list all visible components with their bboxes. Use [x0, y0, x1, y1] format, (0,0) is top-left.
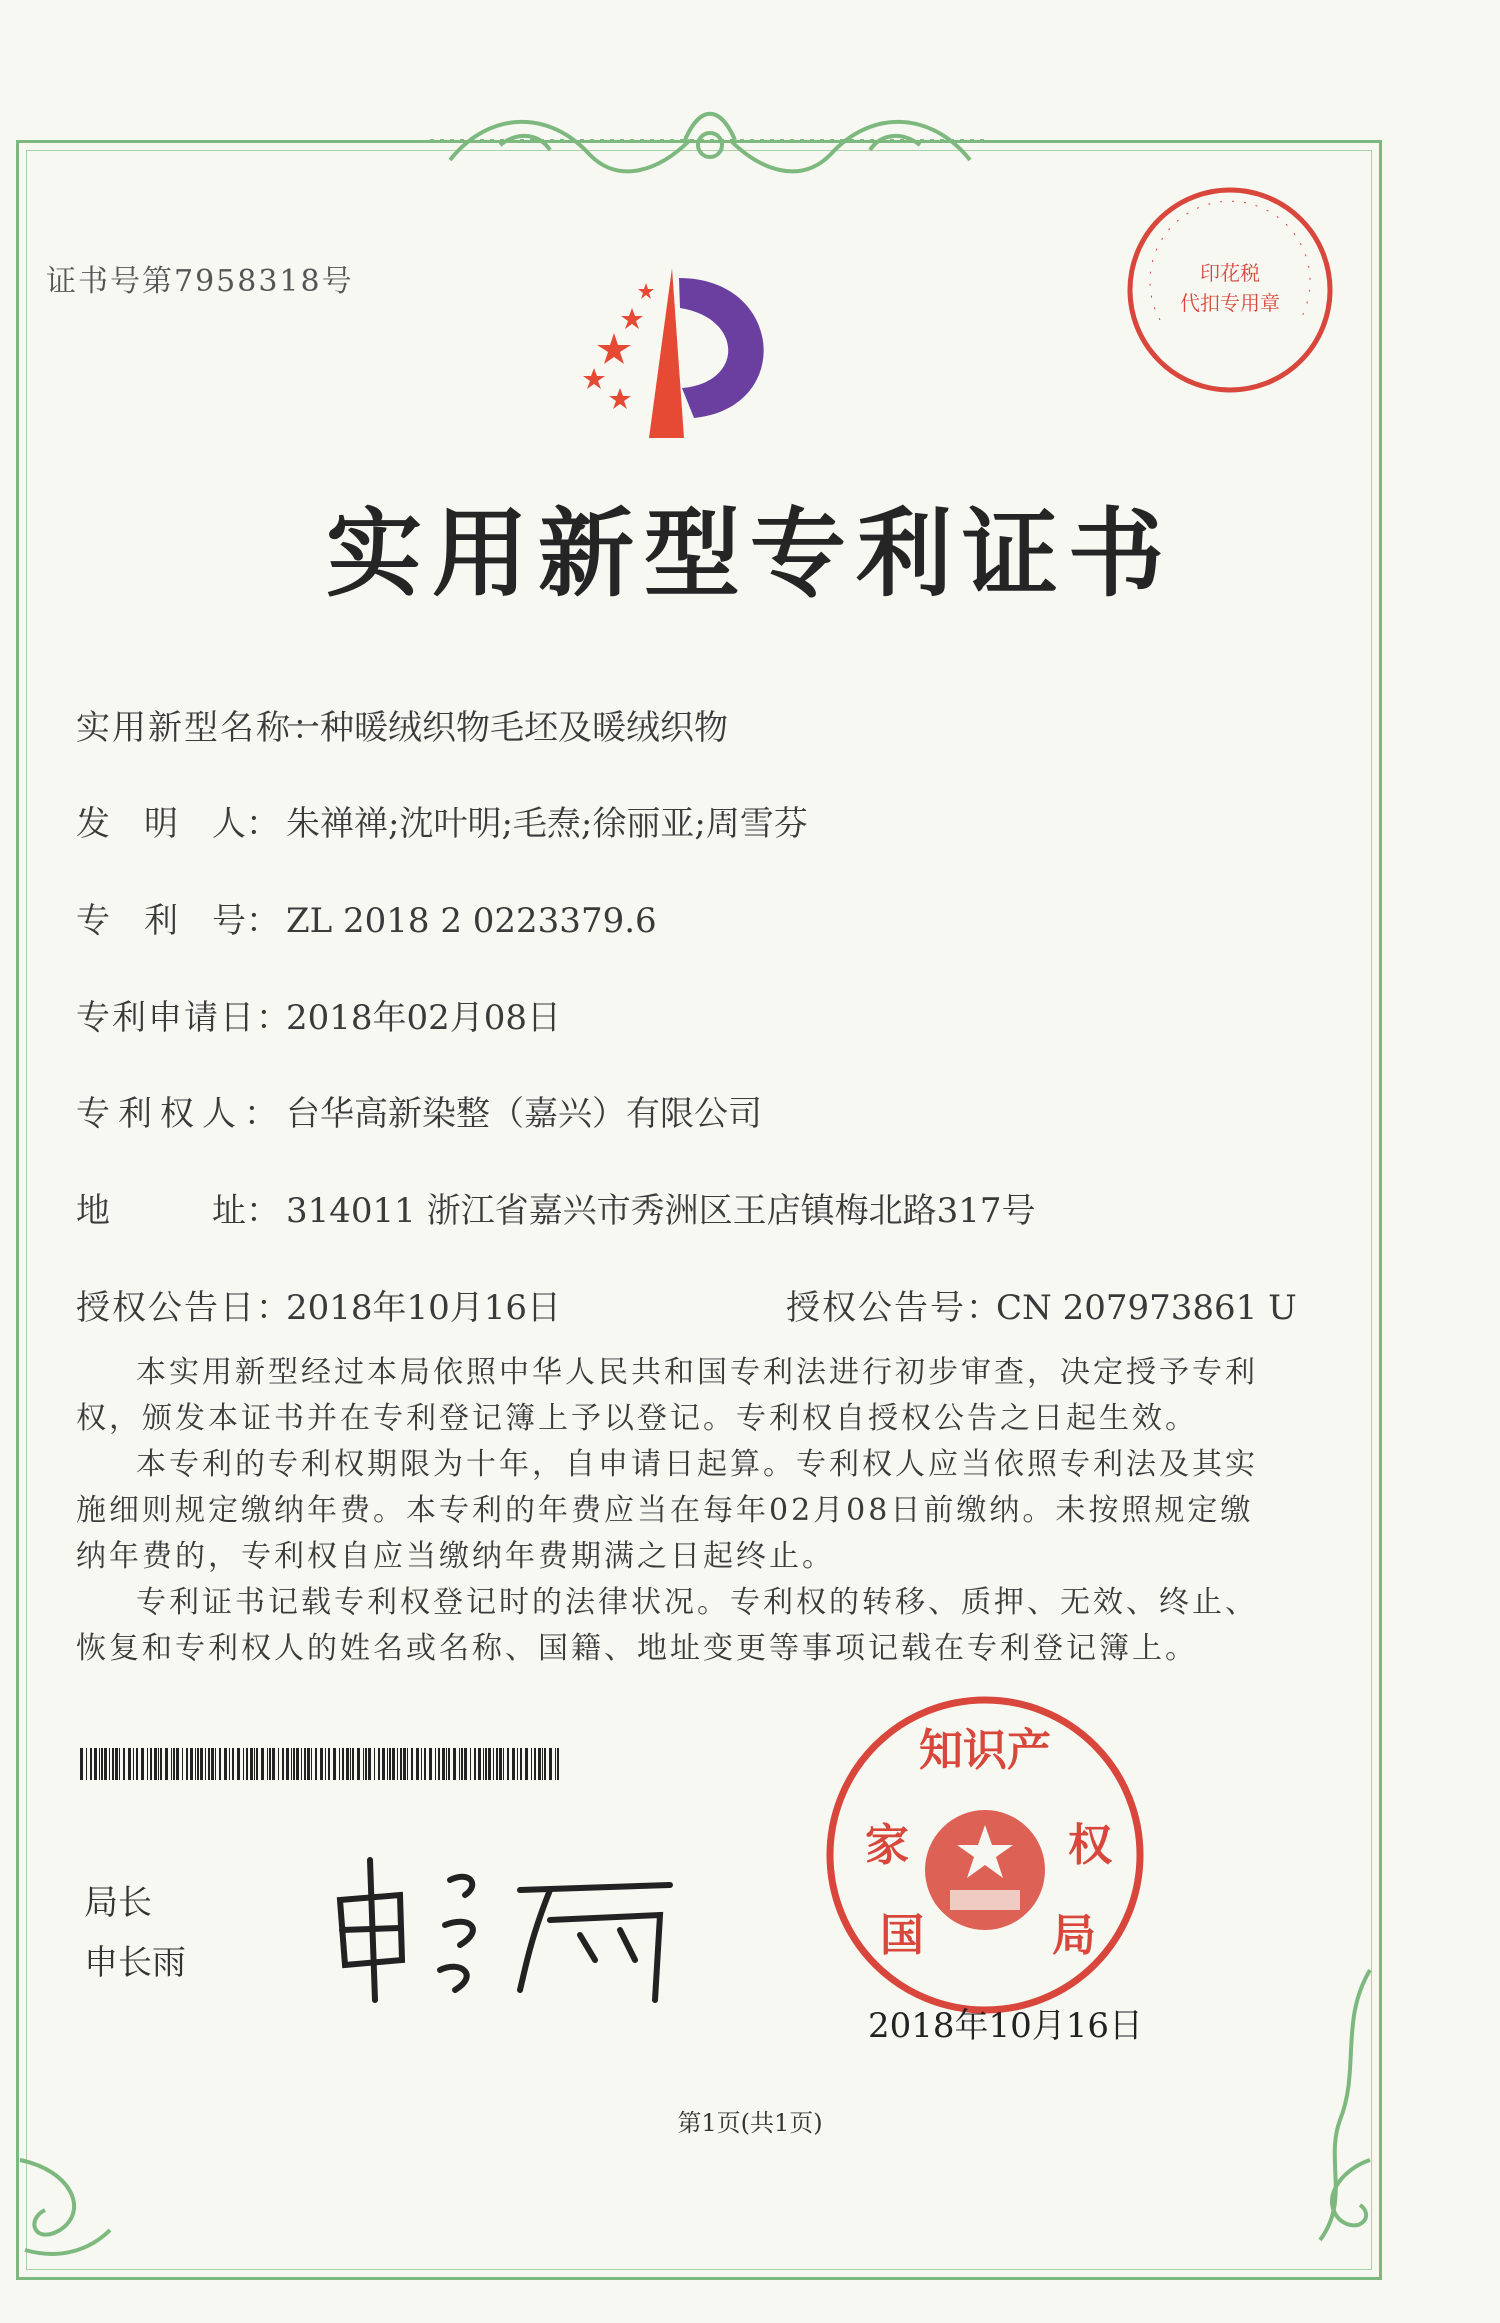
ip-office-seal-icon: [820, 1690, 1150, 2020]
page-number: 第1页(共1页): [677, 2109, 823, 2137]
svg-text:局: 局: [1052, 1910, 1096, 1961]
field-address: [76, 1183, 1036, 1232]
top-ornament-icon: [430, 100, 990, 190]
svg-text:代扣专用章: 代扣专用章: [1180, 291, 1280, 315]
field-grant-number: [786, 1280, 1297, 1329]
field-grant-date: [76, 1280, 561, 1329]
certificate-body: [76, 1350, 1286, 1672]
field-value: 一种暖绒织物毛坯及暖绒织物: [286, 708, 728, 748]
field-value: 朱禅禅;沈叶明;毛焘;徐丽亚;周雪芬: [286, 804, 808, 844]
field-value: 2018年10月16日: [286, 1288, 562, 1328]
svg-text:知识产: 知识产: [919, 1725, 1051, 1776]
svg-text:家: 家: [865, 1820, 909, 1871]
field-value: 台华高新染整（嘉兴）有限公司: [286, 1094, 762, 1134]
bottom-left-ornament-icon: [10, 2150, 120, 2270]
svg-text:印花税: 印花税: [1200, 261, 1260, 285]
field-value: ZL 2018 2 0223379.6: [286, 901, 657, 941]
field-patent-holder: [76, 1086, 762, 1135]
field-value: CN 207973861 U: [996, 1288, 1297, 1328]
field-patent-number: [76, 893, 657, 942]
field-label: 地 址：: [76, 1191, 280, 1231]
certificate-title: 实用新型专利证书: [326, 497, 1174, 610]
field-label: 专利权人：: [76, 1094, 286, 1134]
issue-date-stamp: 2018年10月16日: [868, 2006, 1144, 2046]
director-name: 申长雨: [84, 1943, 186, 1983]
body-paragraph: 本专利的专利权期限为十年，自申请日起算。专利权人应当依照专利法及其实施细则规定缴纳年费。本专利的年费应当在每年02月08日前缴纳。未按照规定缴纳年费的，专利权自应当缴纳年费期满之日起终止。: [76, 1447, 1258, 1574]
field-value: 314011 浙江省嘉兴市秀洲区王店镇梅北路317号: [286, 1191, 1036, 1231]
field-value: 2018年02月08日: [286, 998, 562, 1038]
field-utility-model-name: [76, 700, 728, 749]
tax-bureau-seal-icon: [1120, 180, 1340, 400]
director-signature-icon: [330, 1840, 690, 2010]
body-paragraph: 专利证书记载专利权登记时的法律状况。专利权的转移、质押、无效、终止、恢复和专利权人的姓名或名称、国籍、地址变更等事项记载在专利登记簿上。: [76, 1585, 1258, 1666]
field-label: 发 明 人：: [76, 804, 280, 844]
svg-text:国: 国: [880, 1910, 924, 1961]
field-label: 专 利 号：: [76, 901, 280, 941]
field-inventor: [76, 796, 808, 845]
certificate-number: 证书号第7958318号: [46, 264, 354, 299]
field-label: 授权公告号：: [786, 1288, 1002, 1328]
body-paragraph: 本实用新型经过本局依照中华人民共和国专利法进行初步审查，决定授予专利权，颁发本证书并在专利登记簿上予以登记。专利权自授权公告之日起生效。: [76, 1355, 1258, 1436]
field-label: 专利申请日：: [76, 998, 292, 1038]
director-title: 局长: [84, 1883, 152, 1923]
patent-office-emblem-icon: [554, 258, 794, 458]
barcode-icon: [80, 1748, 560, 1780]
field-label: 授权公告日：: [76, 1288, 292, 1328]
field-label: 实用新型名称：: [76, 708, 328, 748]
svg-text:权: 权: [1068, 1820, 1112, 1871]
field-application-date: [76, 990, 561, 1039]
